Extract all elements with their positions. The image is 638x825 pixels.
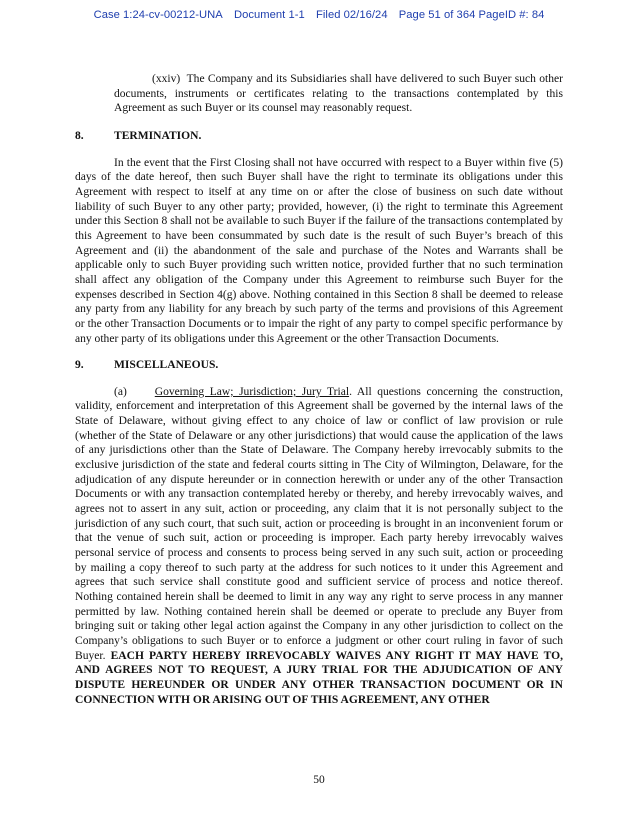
page-number: 50 (313, 774, 325, 786)
document-number: Document 1-1 (233, 9, 305, 21)
section-9-title: MISCELLANEOUS. (114, 359, 219, 372)
section-9a-subheading: Governing Law; Jurisdiction; Jury Trial (154, 385, 350, 398)
section-9-number: 9. (75, 359, 84, 372)
item-xxiv-paragraph: (xxiv) The Company and its Subsidiaries shall have delivered to such Buyer such other documents, instruments or certificates relating to the transactions contemplated by this Agreement as such Buyer or its counsel may reasonably request. (114, 73, 563, 115)
section-8-title: TERMINATION. (114, 129, 202, 142)
section-9a-text: . All questions concerning the construction, validity, enforcement and interpretation of this Agreement shall be governed by the internal laws of the State of Delaware, without giving effect to any choice of law or conflict of law provision or rule (whether of the State of Delaware or any other jurisdictions) that would cause the application of the laws of any jurisdictions other than the State of Delaware. The Company hereby irrevocably submits to the exclusive jurisdiction of the state and federal courts sitting in The City of Wilmington, Delaware, for the adjudication of any dispute hereunder or in connection herewith or under any of the other Transaction Documents or with any transaction contemplated hereby or thereby, and hereby irrevocably waives, and agrees not to assert in any suit, action or proceeding, any claim that it is not personally subject to the jurisdiction of any such court, that such suit, action or proceeding is brought in an inconvenient forum or that the venue of such suit, action or proceeding is improper. Each party hereby irrevocably waives personal service of process and consents to process being served in any such suit, action or proceeding by mailing a copy thereof to such party at the address for such notices to it under this Agreement and agrees that such service shall constitute good and sufficient service of process and notice thereof. Nothing contained herein shall be deemed to limit in any way any right to serve process in any manner permitted by law. Nothing contained herein shall be deemed or operate to preclude any Buyer from bringing suit or taking other legal action against the Company in any other jurisdiction to collect on the Company’s obligations to such Buyer or to enforce a judgment or other court ruling in favor of such Buyer. (75, 385, 564, 662)
section-8-heading (75, 129, 563, 144)
section-8-number: 8. (75, 129, 84, 142)
court-filing-header (0, 9, 638, 21)
page-id: Page 51 of 364 PageID #: 84 (398, 9, 545, 21)
case-number: Case 1:24-cv-00212-UNA (93, 9, 223, 21)
filed-date: Filed 02/16/24 (315, 9, 388, 21)
section-9a-paragraph (75, 385, 563, 707)
section-9-heading (75, 358, 563, 373)
jury-waiver-text: EACH PARTY HEREBY IRREVOCABLY WAIVES ANY RIGHT IT MAY HAVE TO, AND AGREES NOT TO REQUEST, A JURY TRIAL FOR THE ADJUDICATION OF ANY DISPUTE HEREUNDER OR UNDER ANY OTHER TRANSACTION DOCUMENT OR IN CONNECTION WITH OR ARISING OUT OF THIS AGREEMENT, ANY OTHER (75, 649, 563, 706)
document-body (75, 72, 563, 707)
section-9a-label: (a) (114, 385, 127, 398)
section-8-paragraph: In the event that the First Closing shall not have occurred with respect to a Buyer within five (5) days of the date hereof, then such Buyer shall have the right to terminate its obligations under this Agreement with respect to itself at any time on or after the close of business on such date without liability of such Buyer to any other party; provided, however, (i) the right to terminate this Agreement under this Section 8 shall not be available to such Buyer if the failure of the transactions contemplated by this Agreement to have been consummated by such date is the result of such Buyer’s breach of this Agreement and (ii) the abandonment of the sale and purchase of the Notes and Warrants shall be applicable only to such Buyer providing such written notice, provided further that no such termination shall affect any obligation of the Company under this Agreement to reimburse such Buyer for the expenses described in Section 4(g) above. Nothing contained in this Section 8 shall be deemed to release any party from any liability for any breach by such party of the terms and provisions of this Agreement or the other Transaction Documents or to impair the right of any party to compel specific performance by any other party of its obligations under this Agreement or the other Transaction Documents. (75, 156, 563, 345)
